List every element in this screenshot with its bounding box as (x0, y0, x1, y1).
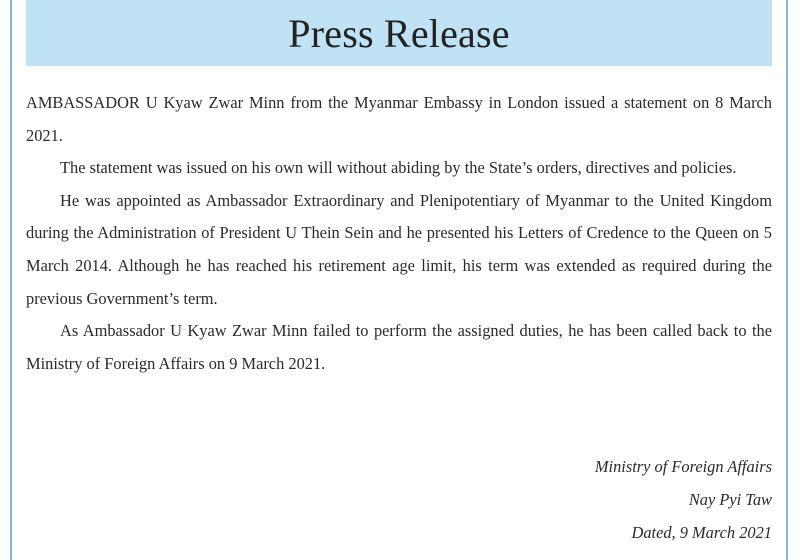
paragraph-recall: As Ambassador U Kyaw Zwar Minn failed to perform the assigned duties, he has been called back to the Ministry of Foreign Affairs on 9 March 2021. (26, 321, 772, 373)
paragraph-statement: The statement was issued on his own will without abiding by the State’s orders, directives and policies. (60, 158, 737, 178)
title-banner (26, 0, 772, 66)
signature-block (595, 450, 772, 549)
signature-location: Nay Pyi Taw (688, 490, 772, 509)
page-title: Press Release (288, 10, 510, 56)
paragraph-appointment: He was appointed as Ambassador Extraordinary and Plenipotentiary of Myanmar to the United Kingdom during the Administration of President U Thein Sein and he presented his Letters of Credence to the Queen on 5 March 2014. Although he has reached his retirement age limit, his term was extended as required during the previous Government’s term. (26, 190, 772, 308)
signature-issuer: Ministry of Foreign Affairs (594, 457, 772, 476)
paragraph-intro: AMBASSADOR U Kyaw Zwar Minn from the Myanmar Embassy in London issued a statement on 8 March 2021. (26, 93, 772, 145)
signature-date: Dated, 9 March 2021 (631, 523, 772, 542)
press-release-body (26, 87, 772, 380)
